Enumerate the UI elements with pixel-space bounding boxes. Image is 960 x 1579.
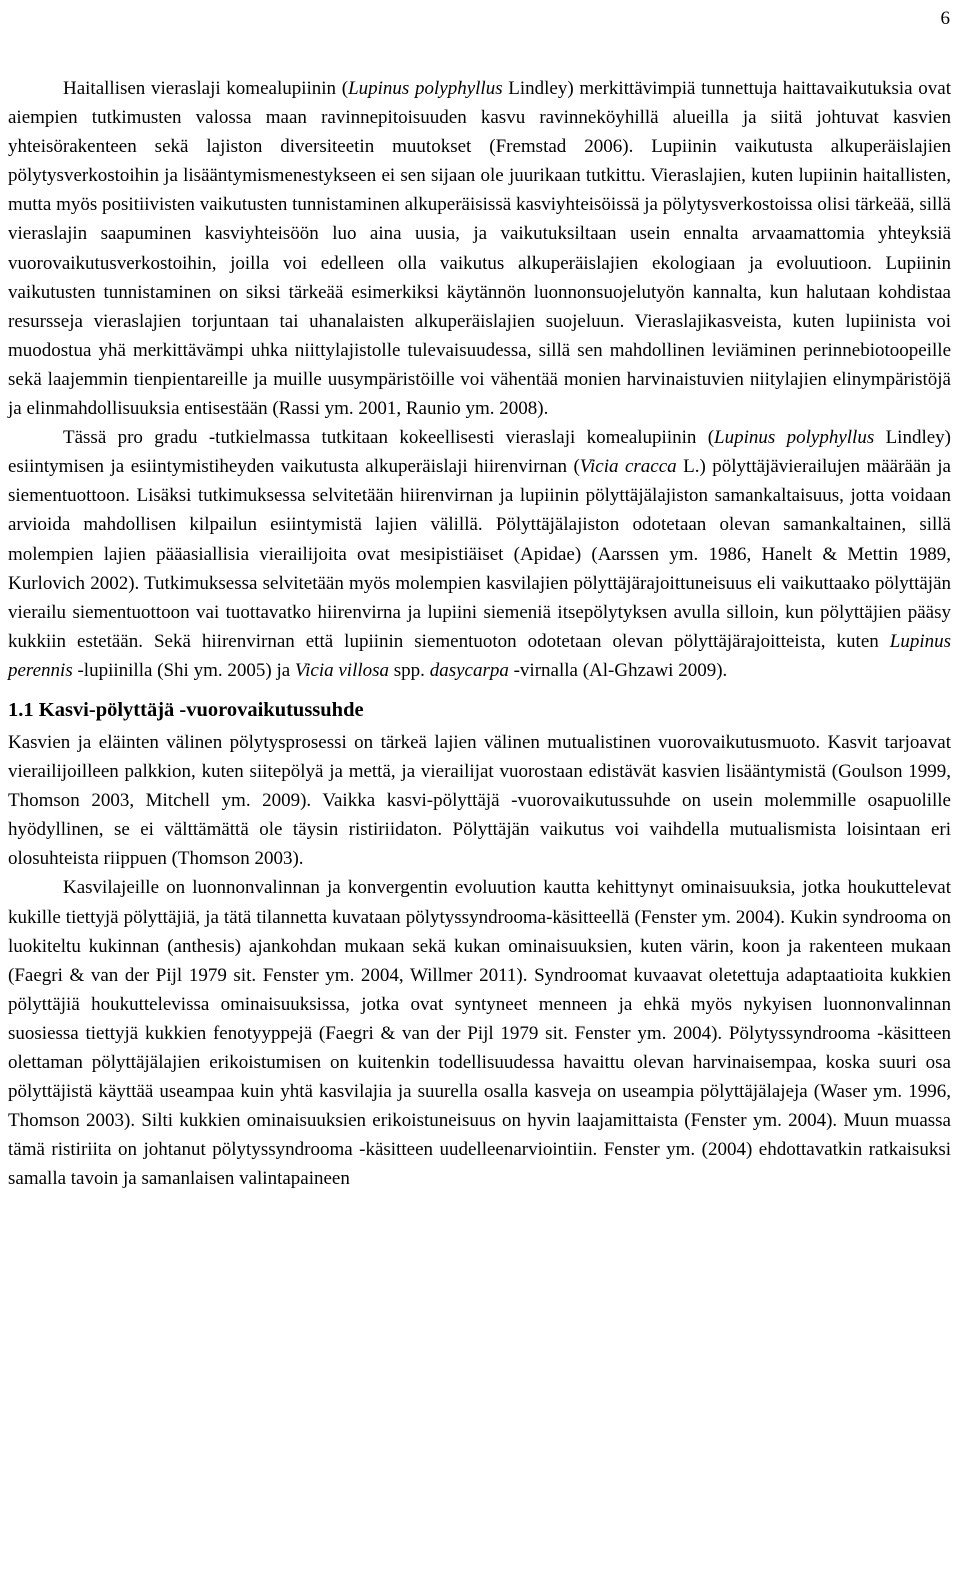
species-name: Vicia villosa [294,659,390,681]
paragraph-text: Lindley) esiintymisen ja esiintymistiheyden vaikutusta alkuperäislaji hiirenvirnan ( [8,427,951,478]
section-heading: 1.1 Kasvi-pölyttäjä -vuorovaikutussuhde [8,698,364,721]
paragraph-text: spp. [389,659,430,681]
page-number: 6 [940,8,950,29]
species-name: Vicia cracca [579,456,677,478]
paragraph-text: L.) pölyttäjävierailujen määrään ja siementuottoon. Lisäksi tutkimuksessa selvitetään hiirenvirnan ja lupiinin pölyttäjälajiston samankaltaisuus, jotta voidaan arvioida mahdollisen kilpailun esiintymistä lajien välillä. Pölyttäjälajiston odotetaan olevan samankaltainen, sillä molempien lajien pääasiallisia vierailijoita ovat mesipistiäiset (Apidae) (Aarssen ym. 1986, Hanelt & Mettin 1989, Kurlovich 2002). Tutkimuksessa selvitetään myös molempien kasvilajien pölyttäjärajoittuneisuus eli vaikuttaako pölyttäjän vierailu siementuottoon vai tuottavatko hiirenvirna ja lupiini siemeniä itsepölytyksen avulla silloin, kun pölyttäjien pääsy kukkiin estetään. Sekä hiirenvirnan että lupiinin siementuoton odotetaan olevan pölyttäjärajoitteista, kuten [8,456,951,652]
paragraph-text: Haitallisen vieraslaji komealupiinin ( [63,78,349,99]
paragraph-text: -virnalla (Al-Ghzawi 2009). [508,659,728,681]
species-name: dasycarpa [429,659,509,681]
paragraph-text: Lindley) merkittävimpiä tunnettuja haittavaikutuksia ovat aiempien tutkimusten valossa maan ravinnepitoisuuden kasvu ravinneköyhillä alueilla ja siitä johtuvat kasvien yhteisörakenteen sekä lajiston diversiteetin muutokset (Fremstad 2006). Lupiinin vaikutusta alkuperäislajien pölytysverkostoihin ja lisääntymismenestykseen ei sen sijaan ole juurikaan tutkittu. Vieraslajien, kuten lupiinin haitallisten, mutta myös positiivisten vaikutusten tunnistaminen alkuperäisissä kasviyhteisöissä ja pölytysverkostoissa olisi tärkeää, sillä vieraslajin saapuminen kasviyhteisöön luo aina uusia, ja vaikutuksiltaan usein ennalta arvaamattomia yhteyksiä vuorovaikutusverkostoihin, joilla voi edelleen olla vaikutus alkuperäislajien ekologiaan ja evoluutioon. Lupiinin vaikutusten tunnistaminen on siksi tärkeää esimerkiksi käytännön luonnonsuojelutyön kannalta, kun halutaan kohdistaa resursseja vieraslajien torjuntaan tai uhanalaisten alkuperäislajien suojeluun. Vieraslajikasveista, kuten lupiinista voi muodostua yhä merkittävämpi uhka niittylajistolle tulevaisuudessa, sillä sen mahdollinen leviäminen perinnebiotoopeille sekä laajemmin tienpientareille ja muille uusympäristöille voi vähentää monien harvinaistuvien niitylajien elinympäristöjä ja elinmahdollisuuksia entisestään (Rassi ym. 2001, Raunio ym. 2008). [8,78,951,420]
paragraph-study-aims [8,423,951,685]
species-name: Lupinus polyphyllus [348,78,503,99]
paragraph-pollination-syndromes: Kasvilajeille on luonnonvalinnan ja konvergentin evoluution kautta kehittynyt ominaisuuksia, jotka houkuttelevat kukille tiettyjä pölyttäjiä, ja tätä tilannetta kuvataan pölytyssyndrooma-käsitteellä (Fenster ym. 2004). Kukin syndrooma on luokiteltu kukinnan (anthesis) ajankohdan mukaan sekä kukan ominaisuuksien, kuten värin, koon ja rakenteen mukaan (Faegri & van der Pijl 1979 sit. Fenster ym. 2004, Willmer 2011). Syndroomat kuvaavat oletettuja adaptaatioita kukkien pölyttäjiä houkuttelevissa ominaisuuksissa, jotka ovat syntyneet menneen ja ehkä myös nykyisen luonnonvalinnan suosiessa tiettyjä kukkien fenotyyppejä (Faegri & van der Pijl 1979 sit. Fenster ym. 2004). Pölytyssyndrooma -käsitteen olettaman pölyttäjälajien erikoistumisen on kuitenkin todellisuudessa havaittu olevan harvinaisempaa, koska suuri osa pölyttäjistä käyttää useampaa kuin yhtä kasvilajia ja suurella osalla kasveja on useampia pölyttäjälajeja (Waser ym. 1996, Thomson 2003). Silti kukkien ominaisuuksien erikoistuneisuus on hyvin laajamittaista (Fenster ym. 2004). Muun muassa tämä ristiriita on johtanut pölytyssyndrooma -käsitteen uudelleenarviointiin. Fenster ym. (2004) ehdottavatkin ratkaisuksi samalla tavoin ja samanlaisen valintapaineen [8,877,951,1190]
paragraph-text: Tässä pro gradu -tutkielmassa tutkitaan kokeellisesti vieraslaji komealupiinin ( [63,427,715,449]
document-body [8,74,951,1193]
paragraph-pollination-mutualism: Kasvien ja eläinten välinen pölytysprosessi on tärkeä lajien välinen mutualistinen vuorovaikutusmuoto. Kasvit tarjoavat vierailijoilleen palkkion, kuten siitepölyä ja mettä, ja vierailijat vuorostaan edistävät kasvien lisääntymistä (Goulson 1999, Thomson 2003, Mitchell ym. 2009). Vaikka kasvi-pölyttäjä -vuorovaikutussuhde on usein molemmille osapuolille hyödyllinen, se ei välttämättä ole täysin ristiriidaton. Pölyttäjän vaikutus voi vaihdella mutualismista loisintaan eri olosuhteista riippuen (Thomson 2003). [8,731,951,870]
species-name: Lupinus polyphyllus [714,427,875,449]
species-name: Lupinus perennis [8,630,951,681]
paragraph-text: -lupiinilla (Shi ym. 2005) ja [72,659,295,681]
paragraph-lupine-impacts [8,74,951,423]
